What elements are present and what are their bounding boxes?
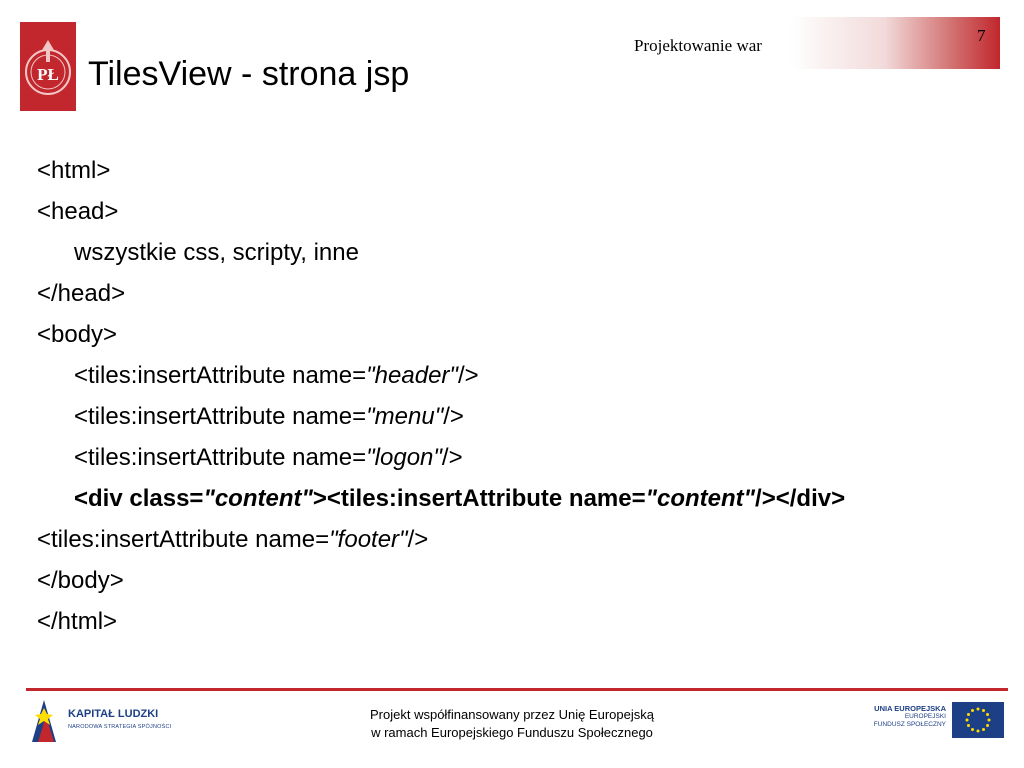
funding-line-2: w ramach Europejskiego Funduszu Społecznego (371, 725, 653, 740)
code-line (37, 519, 845, 560)
kapital-ludzki-subtitle: NARODOWA STRATEGIA SPÓJNOŚCI (68, 724, 172, 730)
university-logo (20, 22, 76, 111)
eu-star (966, 719, 969, 722)
code-text: <body> (37, 321, 118, 348)
code-text: /> (407, 526, 429, 553)
code-attribute-value: "header" (366, 362, 458, 389)
code-text: </html> (37, 608, 118, 635)
code-text: </body> (37, 567, 124, 594)
code-text: <head> (37, 198, 119, 225)
code-text: /> (443, 403, 464, 430)
code-attribute-value: "logon" (366, 444, 442, 471)
eu-line-2: EUROPEJSKI (904, 713, 946, 720)
eu-star (982, 728, 985, 731)
code-attribute-value: "content" (645, 485, 756, 512)
kapital-ludzki-logo (28, 698, 198, 746)
funding-note (312, 706, 712, 742)
code-line (37, 191, 845, 232)
code-attribute-value: "footer" (329, 526, 408, 553)
code-line (37, 150, 845, 191)
eu-flag-icon (952, 702, 1004, 738)
code-attribute-value: "content" (203, 485, 313, 512)
eu-fund-label (874, 705, 946, 729)
slide-title: TilesView - strona jsp (88, 55, 410, 93)
code-text: /> (441, 444, 463, 471)
eu-star (977, 708, 980, 711)
code-line (37, 478, 845, 519)
eu-star (977, 730, 980, 733)
code-line (37, 314, 845, 355)
footer-divider (26, 688, 1008, 691)
eu-star (986, 713, 989, 716)
code-text: <html> (37, 157, 111, 184)
eu-star (986, 724, 989, 727)
funding-line-1: Projekt współfinansowany przez Unię Europejską (370, 707, 654, 722)
code-text: ><tiles:insertAttribute name= (312, 485, 646, 512)
code-line (37, 560, 845, 601)
logo-letters: PŁ (37, 65, 59, 84)
eu-star (971, 728, 974, 731)
eu-star (988, 719, 991, 722)
code-text: </head> (37, 280, 126, 307)
kapital-ludzki-title: KAPITAŁ LUDZKI (68, 708, 159, 720)
code-line (37, 355, 845, 396)
code-line (37, 273, 845, 314)
code-line (37, 232, 845, 273)
course-title: Projektowanie war (634, 36, 762, 55)
code-text: <div class= (74, 485, 204, 512)
kapital-ludzki-icon (28, 698, 64, 746)
code-attribute-value: "menu" (366, 403, 444, 430)
code-text: wszystkie css, scripty, inne (74, 239, 359, 266)
code-text: <tiles:insertAttribute name= (74, 403, 367, 430)
eu-star (982, 709, 985, 712)
code-text: <tiles:insertAttribute name= (37, 526, 330, 553)
code-line (37, 601, 845, 642)
eu-star (967, 724, 970, 727)
code-listing (37, 150, 845, 642)
eu-star (967, 713, 970, 716)
code-text: /></div> (755, 485, 846, 512)
code-text: <tiles:insertAttribute name= (74, 444, 367, 471)
eu-line-1: UNIA EUROPEJSKA (874, 704, 946, 713)
eu-star (971, 709, 974, 712)
code-line (37, 396, 845, 437)
code-line (37, 437, 845, 478)
code-text: /> (457, 362, 479, 389)
code-text: <tiles:insertAttribute name= (74, 362, 367, 389)
header-gradient-band (790, 17, 1000, 69)
page-number: 7 (977, 26, 986, 45)
eu-line-3: FUNDUSZ SPOŁECZNY (873, 721, 946, 728)
university-emblem-icon (20, 22, 76, 111)
